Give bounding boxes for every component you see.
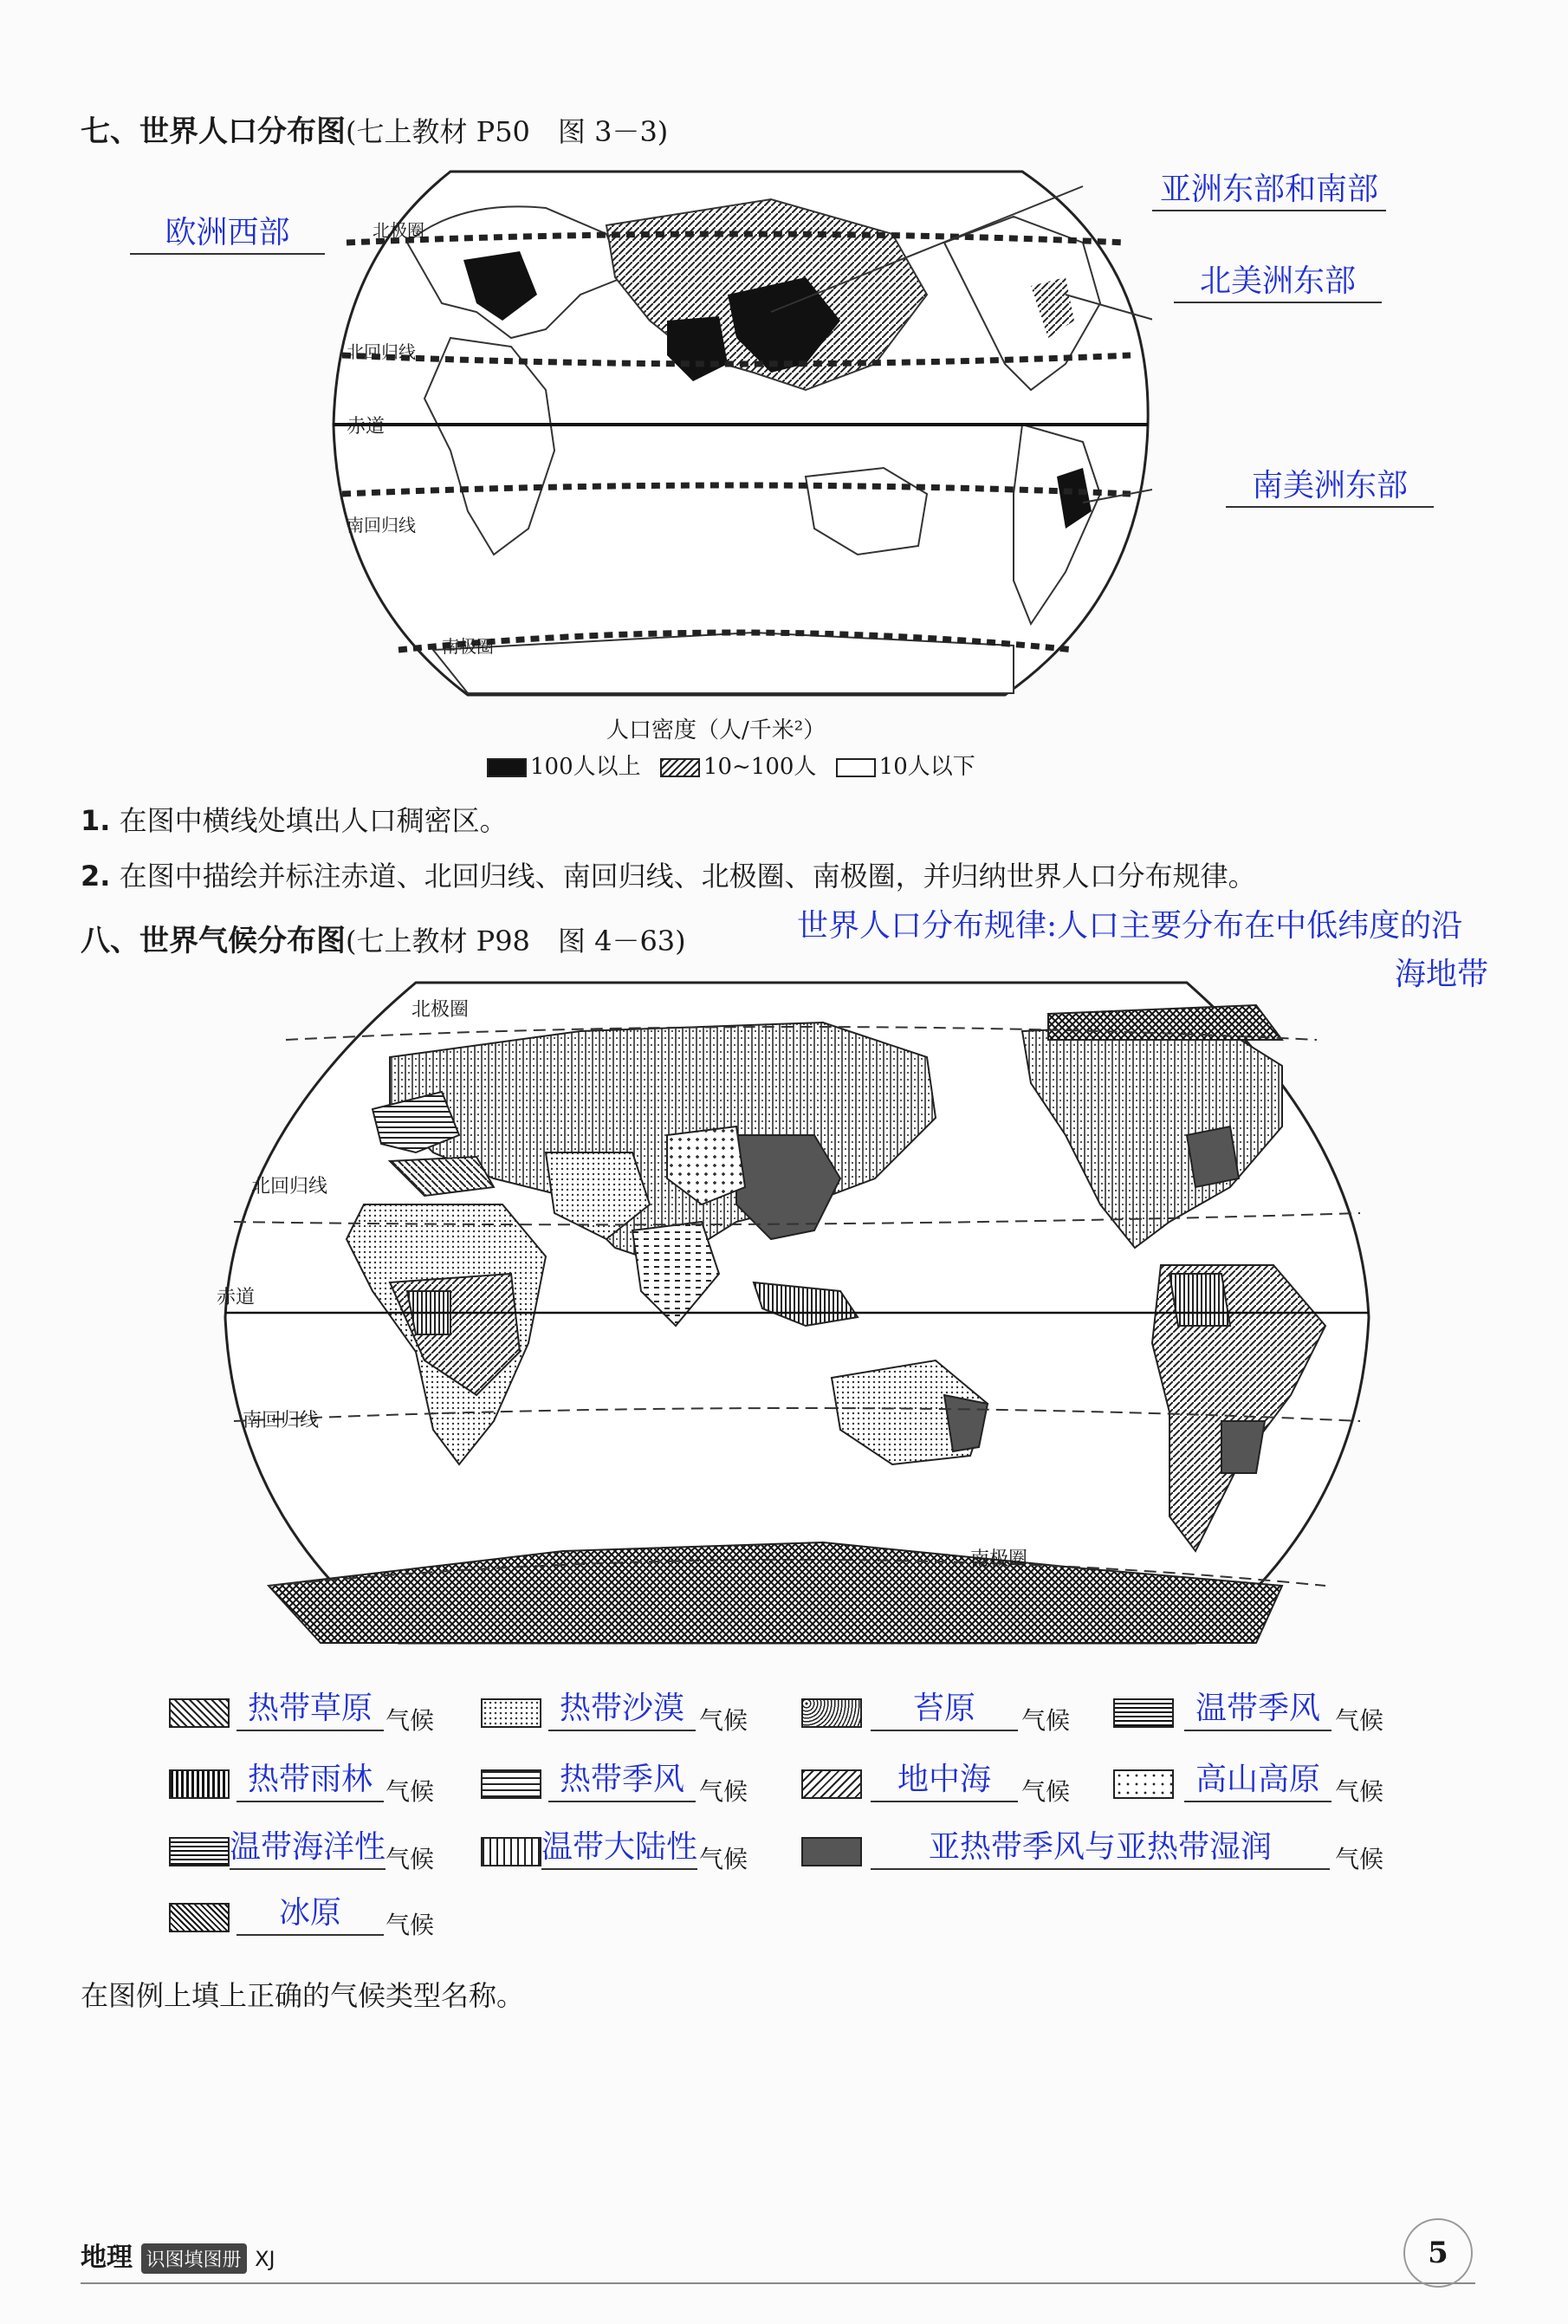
population-map <box>321 165 1152 702</box>
section7-title-text: 七、世界人口分布图 <box>81 114 346 149</box>
legend-answer[interactable]: 苔原 <box>871 1690 1018 1731</box>
task-1-num: 1. <box>81 804 111 837</box>
climate-map-antarctic-label: 南极圈 <box>970 1548 1028 1570</box>
legend-swatch <box>801 1698 862 1728</box>
task-2-text: 在图中描绘并标注赤道、北回归线、南回归线、北极圈、南极圈，并归纳世界人口分布规律。 <box>119 860 1256 893</box>
page-number: 5 <box>1403 2218 1473 2288</box>
legend-suffix: 气候 <box>1335 1777 1384 1806</box>
climate-instruction: 在图例上填上正确的气候类型名称。 <box>81 1979 525 2012</box>
legend-swatch <box>801 1837 862 1866</box>
climate-map-equator-label: 赤道 <box>217 1287 256 1308</box>
footer-subject: 地理 <box>81 2243 133 2273</box>
task-2 <box>81 854 1256 894</box>
legend-swatch <box>169 1769 230 1799</box>
legend-suffix: 气候 <box>699 1777 748 1806</box>
footer-badge: 识图填图册 <box>141 2243 247 2274</box>
pop-legend-dense: 100人以上 <box>530 754 641 780</box>
pop-legend <box>487 749 975 781</box>
legend-suffix: 气候 <box>699 1845 748 1873</box>
legend-swatch <box>1113 1769 1174 1799</box>
legend-suffix: 气候 <box>699 1706 748 1735</box>
legend-swatch <box>481 1698 541 1728</box>
section7-title <box>81 107 668 150</box>
pop-map-tropic-cancer-label: 北回归线 <box>347 341 416 362</box>
pop-legend-medium: 10~100人 <box>703 754 817 780</box>
pop-legend-swatch-sparse <box>836 758 876 777</box>
legend-answer[interactable]: 热带雨林 <box>236 1761 384 1802</box>
legend-suffix: 气候 <box>386 1845 435 1873</box>
pop-legend-swatch-medium <box>660 758 700 777</box>
legend-suffix: 气候 <box>386 1911 435 1939</box>
legend-answer[interactable]: 冰原 <box>236 1894 384 1936</box>
legend-suffix: 气候 <box>386 1777 435 1806</box>
legend-swatch <box>481 1769 541 1799</box>
answer-east-north-america[interactable]: 北美洲东部 <box>1174 256 1382 303</box>
answer-east-south-america[interactable]: 南美洲东部 <box>1226 461 1434 508</box>
legend-answer[interactable]: 热带沙漠 <box>548 1690 696 1731</box>
legend-answer[interactable]: 温带大陆性 <box>541 1828 697 1870</box>
footer-rule <box>81 2282 1475 2284</box>
legend-answer[interactable]: 温带海洋性 <box>230 1828 386 1870</box>
legend-answer[interactable]: 热带季风 <box>548 1761 696 1802</box>
legend-answer[interactable]: 地中海 <box>871 1761 1018 1802</box>
climate-map-tropic-capricorn-label: 南回归线 <box>243 1410 320 1431</box>
task-1-text: 在图中横线处填出人口稠密区。 <box>119 804 508 837</box>
legend-answer[interactable]: 亚热带季风与亚热带湿润 <box>871 1828 1330 1870</box>
section8-title-text: 八、世界气候分布图 <box>81 924 346 958</box>
legend-suffix: 气候 <box>1335 1706 1384 1735</box>
answer-east-south-asia[interactable]: 亚洲东部和南部 <box>1152 165 1386 211</box>
pop-map-equator-label: 赤道 <box>347 416 386 438</box>
pop-map-antarctic-label: 南极圈 <box>442 636 494 657</box>
legend-suffix: 气候 <box>1021 1777 1071 1806</box>
task-2-num: 2. <box>81 860 111 893</box>
legend-suffix: 气候 <box>1021 1706 1071 1735</box>
climate-map <box>217 979 1377 1646</box>
footer-edition: XJ <box>255 2247 275 2271</box>
legend-swatch <box>169 1903 230 1932</box>
task-1 <box>81 799 508 839</box>
pop-legend-swatch-dense <box>487 758 527 777</box>
pop-map-arctic-label: 北极圈 <box>373 220 424 241</box>
legend-answer[interactable]: 高山高原 <box>1184 1761 1332 1802</box>
climate-map-tropic-cancer-label: 北回归线 <box>251 1176 328 1198</box>
legend-swatch <box>481 1837 541 1866</box>
rule-answer-line1[interactable]: 世界人口分布规律:人口主要分布在中低纬度的沿 <box>797 908 1463 944</box>
legend-swatch <box>169 1698 230 1728</box>
legend-suffix: 气候 <box>386 1706 435 1735</box>
climate-map-arctic-label: 北极圈 <box>411 999 470 1021</box>
legend-swatch <box>169 1837 230 1866</box>
pop-legend-sparse: 10人以下 <box>878 754 975 780</box>
legend-answer[interactable]: 热带草原 <box>236 1690 384 1731</box>
section8-title <box>81 917 686 959</box>
legend-answer[interactable]: 温带季风 <box>1184 1690 1332 1731</box>
footer <box>81 2236 275 2274</box>
legend-swatch <box>801 1769 862 1799</box>
pop-map-tropic-capricorn-label: 南回归线 <box>347 515 416 536</box>
section7-ref: (七上教材 P50 图 3－3) <box>346 115 669 148</box>
rule-answer-line2[interactable]: 海地带 <box>1395 957 1489 992</box>
section8-ref: (七上教材 P98 图 4－63) <box>346 925 686 958</box>
pop-legend-title: 人口密度（人/千米²） <box>606 717 826 743</box>
legend-suffix: 气候 <box>1335 1845 1384 1873</box>
answer-west-europe[interactable]: 欧洲西部 <box>130 208 325 255</box>
legend-swatch <box>1113 1698 1174 1728</box>
